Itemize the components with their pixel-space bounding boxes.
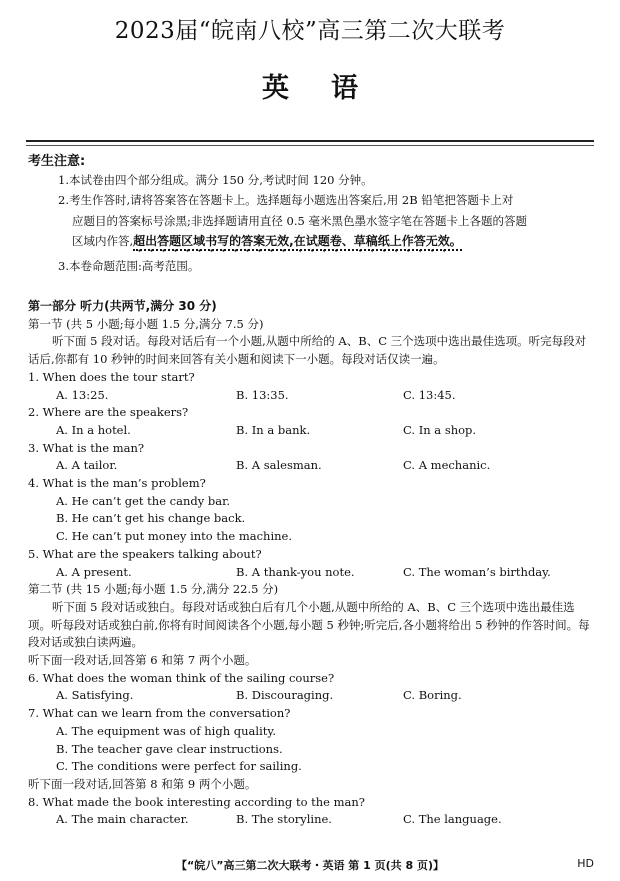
option-c: C. He can’t put money into the machine. bbox=[56, 529, 292, 544]
option-c: C. The woman’s birthday. bbox=[403, 564, 551, 579]
notice-emphasis-text: 超出答题区域书写的答案无效,在试题卷、草稿纸上作答无效。 bbox=[133, 234, 462, 251]
option-a: A. Satisfying. bbox=[56, 688, 134, 703]
option-b: B. The teacher gave clear instructions. bbox=[56, 741, 283, 756]
page-footer: 【“皖八”高三第二次大联考・英语 第 1 页(共 8 页)】 bbox=[176, 859, 444, 872]
option-b: B. A thank-you note. bbox=[236, 564, 355, 579]
notice-item-2-line-3-text: 区域内作答, bbox=[72, 234, 134, 248]
subject-title: 英语 bbox=[262, 73, 400, 104]
question-3-options bbox=[28, 457, 594, 475]
question-8: 8. What made the book interesting according to the man? bbox=[28, 794, 365, 809]
question-4: 4. What is the man’s problem? bbox=[28, 476, 206, 491]
option-a: A. 13:25. bbox=[56, 387, 109, 402]
option-b: B. In a bank. bbox=[236, 422, 311, 437]
footer-code: HD bbox=[577, 857, 594, 870]
question-1-options bbox=[28, 387, 594, 405]
option-b: B. A salesman. bbox=[236, 458, 322, 473]
header-divider-thin bbox=[26, 145, 594, 146]
section2-group-1: 听下面一段对话,回答第 6 和第 7 两个小题。 bbox=[28, 653, 257, 668]
option-a: A. The main character. bbox=[56, 812, 189, 827]
question-5: 5. What are the speakers talking about? bbox=[28, 546, 262, 561]
section2-instructions: 听下面 5 段对话或独白。每段对话或独白后有几个小题,从题中所给的 A、B、C 三个选项中选出最佳选项。听每段对话或独白前,你将有时间阅读各个小题,每小题 5 秒钟;听完后,各小题将给出 5 秒钟的作答时间。每段对话或独白读两遍。 bbox=[28, 599, 590, 650]
section1-instructions: 听下面 5 段对话。每段对话后有一个小题,从题中所给的 A、B、C 三个选项中选出最佳选项。听完每段对话后,你都有 10 秒钟的时间来回答有关小题和阅读下一小题。每段对话仅读一遍。 bbox=[28, 334, 587, 367]
option-c: C. Boring. bbox=[403, 688, 462, 703]
option-a: A. In a hotel. bbox=[56, 422, 131, 437]
notice-item-2-line-2: 应题目的答案标号涂黑;非选择题请用直径 0.5 毫米黑色墨水签字笔在答题卡上各题的答题 bbox=[72, 213, 527, 228]
option-c: C. The language. bbox=[403, 812, 502, 827]
question-5-options bbox=[28, 564, 594, 582]
question-8-options bbox=[28, 811, 594, 829]
option-b: B. Discouraging. bbox=[236, 688, 334, 703]
question-7: 7. What can we learn from the conversation? bbox=[28, 706, 291, 721]
notice-heading: 考生注意: bbox=[28, 154, 86, 169]
option-c: C. A mechanic. bbox=[403, 458, 491, 473]
question-6-options bbox=[28, 687, 594, 705]
question-2: 2. Where are the speakers? bbox=[28, 405, 189, 420]
notice-item-2-line-3 bbox=[58, 231, 592, 255]
option-a: A. The equipment was of high quality. bbox=[56, 723, 276, 738]
question-6: 6. What does the woman think of the sailing course? bbox=[28, 670, 335, 685]
option-a: A. He can’t get the candy bar. bbox=[56, 493, 230, 508]
option-c: C. In a shop. bbox=[403, 422, 477, 437]
option-c: C. 13:45. bbox=[403, 387, 456, 402]
notice-item-2 bbox=[58, 190, 592, 255]
section2-group-2: 听下面一段对话,回答第 8 和第 9 两个小题。 bbox=[28, 776, 257, 791]
part1-content bbox=[28, 298, 594, 829]
option-c: C. The conditions were perfect for sailing. bbox=[56, 759, 302, 774]
option-b: B. The storyline. bbox=[236, 812, 332, 827]
section1-heading: 第一节 (共 5 小题;每小题 1.5 分,满分 7.5 分) bbox=[28, 316, 264, 331]
option-b: B. 13:35. bbox=[236, 387, 289, 402]
section2-heading: 第二节 (共 15 小题;每小题 1.5 分,满分 22.5 分) bbox=[28, 582, 279, 597]
question-2-options bbox=[28, 422, 594, 440]
exam-title: 2023届“皖南八校”高三第二次大联考 bbox=[114, 18, 506, 44]
option-a: A. A present. bbox=[56, 564, 132, 579]
question-3: 3. What is the man? bbox=[28, 440, 145, 455]
header-divider-thick bbox=[26, 140, 594, 142]
part1-heading: 第一部分 听力(共两节,满分 30 分) bbox=[28, 299, 217, 313]
notice-item-1: 1.本试卷由四个部分组成。满分 150 分,考试时间 120 分钟。 bbox=[58, 173, 373, 187]
option-b: B. He can’t get his change back. bbox=[56, 511, 246, 526]
notice-item-2-line-1: 2.考生作答时,请将答案答在答题卡上。选择题每小题选出答案后,用 2B 铅笔把答题卡上对 bbox=[58, 193, 514, 207]
option-a: A. A tailor. bbox=[56, 458, 118, 473]
question-1: 1. When does the tour start? bbox=[28, 369, 195, 384]
notice-item-3: 3.本卷命题范围:高考范围。 bbox=[58, 259, 200, 273]
